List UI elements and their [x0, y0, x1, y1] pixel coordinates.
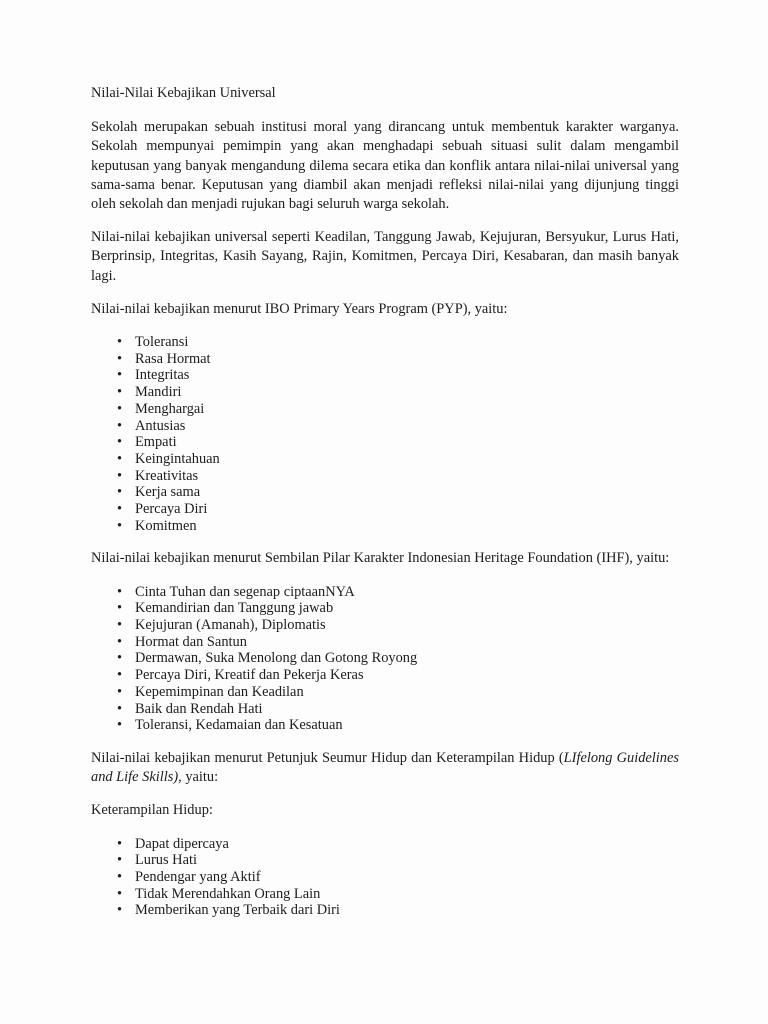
bullet-icon: •: [117, 367, 123, 384]
list-item: [91, 384, 679, 401]
list-item: [91, 717, 679, 734]
list-item: [91, 600, 679, 617]
bullet-icon: •: [117, 885, 123, 902]
bullet-icon: •: [117, 350, 123, 367]
list-item: [91, 634, 679, 651]
list-item-label: Komitmen: [135, 517, 197, 534]
list-item-label: Baik dan Rendah Hati: [135, 700, 263, 717]
bullet-icon: •: [117, 700, 123, 717]
list-item-label: Pendengar yang Aktif: [135, 869, 261, 886]
bullet-icon: •: [117, 617, 123, 634]
bullet-icon: •: [117, 835, 123, 852]
spacer: [91, 286, 679, 300]
list-item: [91, 684, 679, 701]
spacer: [91, 214, 679, 228]
list-item-label: Hormat dan Santun: [135, 633, 247, 650]
bullet-icon: •: [117, 583, 123, 600]
spacer: [91, 787, 679, 801]
list-item: [91, 367, 679, 384]
list-item-label: Mandiri: [135, 384, 182, 401]
list-item: [91, 836, 679, 853]
list-item-label: Menghargai: [135, 400, 205, 417]
list-item-label: Toleransi: [135, 334, 189, 351]
list-item: [91, 869, 679, 886]
bullet-icon: •: [117, 400, 123, 417]
bullet-icon: •: [117, 417, 123, 434]
spacer: [91, 569, 679, 584]
bullet-icon: •: [117, 334, 123, 351]
list-item: [91, 852, 679, 869]
bullet-icon: •: [117, 501, 123, 518]
bullet-icon: •: [117, 852, 123, 869]
bullet-icon: •: [117, 600, 123, 617]
list-item-label: Dermawan, Suka Menolong dan Gotong Royong: [135, 650, 418, 667]
list-item-label: Cinta Tuhan dan segenap ciptaanNYA: [135, 583, 355, 600]
bullet-icon: •: [117, 384, 123, 401]
bullet-icon: •: [117, 717, 123, 734]
heading-pyp: Nilai-nilai kebajikan menurut IBO Primary Years Program (PYP), yaitu:: [91, 300, 508, 317]
spacer: [91, 103, 679, 118]
list-item-label: Kreativitas: [135, 467, 199, 484]
bullet-icon: •: [117, 450, 123, 467]
spacer: [91, 821, 679, 836]
bullet-icon: •: [117, 650, 123, 667]
paragraph-universal-values: Nilai-nilai kebajikan universal seperti Keadilan, Tanggung Jawab, Kejujuran, Bersyukur, Lurus Hati, Berprinsip, Integritas, Kasih Sayang, Rajin, Komitmen, Percaya Diri, Kesabaran, dan masih banyak lagi.: [91, 229, 679, 284]
list-item: [91, 351, 679, 368]
list-item: [91, 501, 679, 518]
list-item: [91, 902, 679, 919]
list-item: [91, 468, 679, 485]
list-item-label: Percaya Diri: [135, 501, 208, 518]
list-item-label: Dapat dipercaya: [135, 835, 229, 852]
list-item-label: Keingintahuan: [135, 450, 220, 467]
document-body: [91, 84, 679, 919]
list-item: [91, 667, 679, 684]
list-item-label: Antusias: [135, 417, 186, 434]
list-item-label: Toleransi, Kedamaian dan Kesatuan: [135, 717, 343, 734]
document-title: Nilai-Nilai Kebajikan Universal: [91, 85, 276, 101]
bullet-icon: •: [117, 902, 123, 919]
list-item-label: Kepemimpinan dan Keadilan: [135, 683, 304, 700]
bullet-icon: •: [117, 467, 123, 484]
list-item-label: Memberikan yang Terbaik dari Diri: [135, 902, 340, 919]
list-item-label: Percaya Diri, Kreatif dan Pekerja Keras: [135, 667, 364, 684]
spacer: [91, 319, 679, 334]
list-item: [91, 451, 679, 468]
list-item: [91, 650, 679, 667]
list-item-label: Tidak Merendahkan Orang Lain: [135, 885, 321, 902]
list-item-label: Empati: [135, 434, 177, 451]
list-item-label: Lurus Hati: [135, 852, 197, 869]
list-item: [91, 584, 679, 601]
bullet-icon: •: [117, 667, 123, 684]
list-item: [91, 484, 679, 501]
spacer: [91, 534, 679, 549]
list-item: [91, 617, 679, 634]
list-item: [91, 701, 679, 718]
list-item: [91, 334, 679, 351]
bullet-icon: •: [117, 434, 123, 451]
list-item-label: Rasa Hormat: [135, 350, 211, 367]
list-item-label: Kejujuran (Amanah), Diplomatis: [135, 617, 326, 634]
bullet-icon: •: [117, 484, 123, 501]
list-item: [91, 518, 679, 535]
list-item-label: Kerja sama: [135, 484, 201, 501]
bullet-icon: •: [117, 517, 123, 534]
list-item-label: Integritas: [135, 367, 190, 384]
heading-lifelong-text-after: , yaitu:: [178, 769, 219, 786]
bullet-icon: •: [117, 683, 123, 700]
heading-ihf: Nilai-nilai kebajikan menurut Sembilan Pilar Karakter Indonesian Heritage Foundation (IHF), yaitu:: [91, 550, 670, 567]
spacer: [91, 734, 679, 749]
heading-life-skills: Keterampilan Hidup:: [91, 802, 213, 819]
heading-lifelong-italic-title: LIfelong Guidelines and Life Skills): [91, 750, 679, 786]
paragraph-intro: Sekolah merupakan sebuah institusi moral yang dirancang untuk membentuk karakter warganya. Sekolah mempunyai pemimpin yang akan menghadapi sebuah situasi sulit dalam mengambil keputusan yang banyak mengandung dilema secara etika dan konflik antara nilai-nilai universal yang sama-sama benar. Keputusan yang diambil akan menjadi refleksi nilai-nilai yang dijunjung tinggi oleh sekolah dan menjadi rujukan bagi seluruh warga sekolah.: [91, 119, 679, 213]
heading-lifelong-guidelines: [91, 749, 679, 787]
list-item: [91, 401, 679, 418]
list-pyp-values: [91, 334, 679, 534]
list-item: [91, 418, 679, 435]
bullet-icon: •: [117, 633, 123, 650]
bullet-icon: •: [117, 869, 123, 886]
list-item-label: Kemandirian dan Tanggung jawab: [135, 600, 334, 617]
heading-lifelong-text-before: Nilai-nilai kebajikan menurut Petunjuk Seumur Hidup dan Keterampilan Hidup (: [91, 750, 564, 766]
list-ihf-pillars: [91, 584, 679, 734]
list-item: [91, 434, 679, 451]
list-item: [91, 886, 679, 903]
list-life-skills: [91, 836, 679, 920]
